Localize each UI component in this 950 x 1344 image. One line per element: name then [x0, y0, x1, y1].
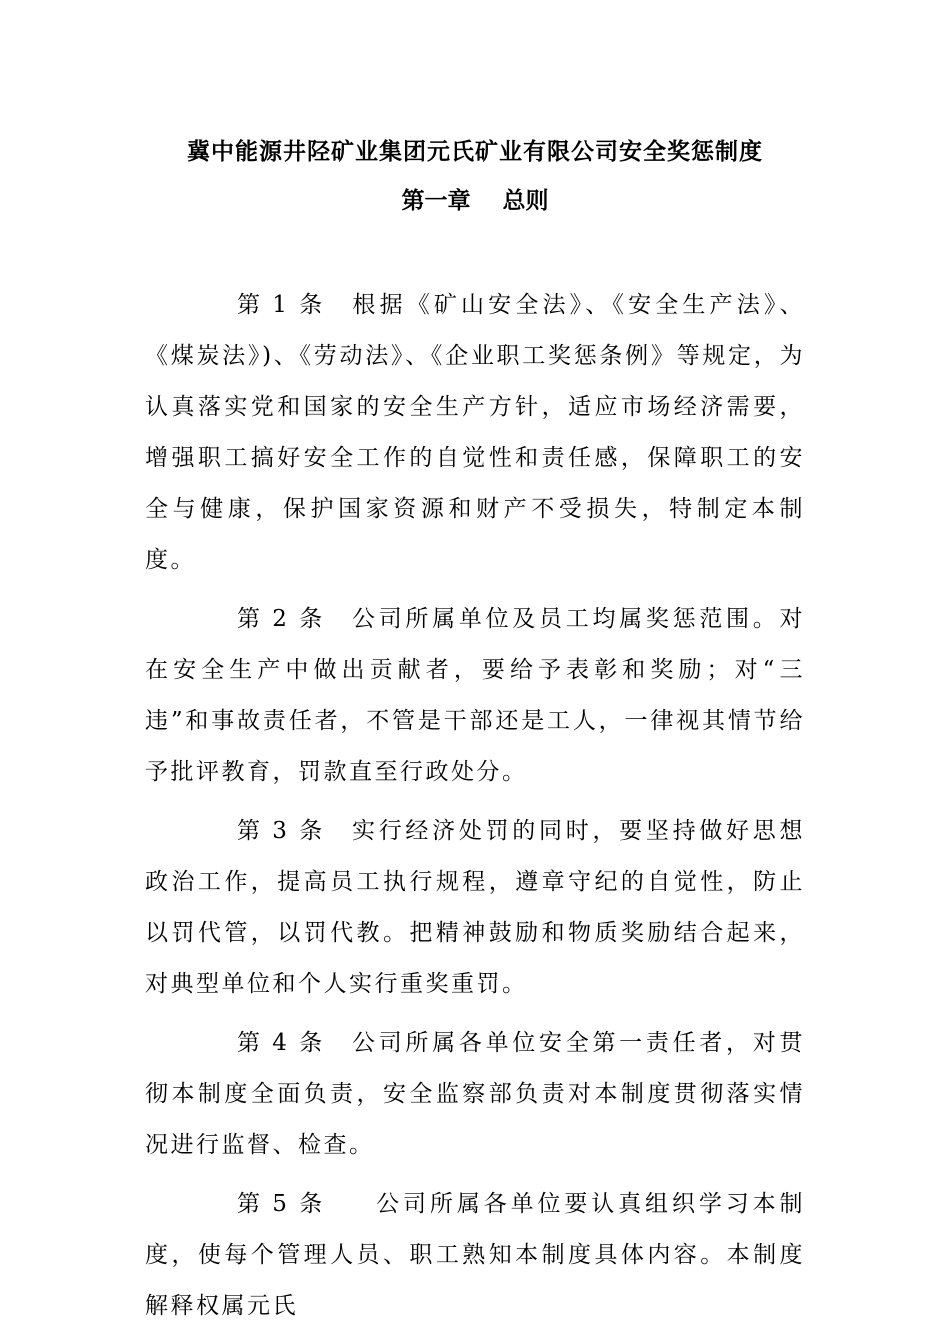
article-text: 公司所属各单位要认真组织学习本制度，使每个管理人员、职工熟知本制度具体内容。本制度解释权属元氏 [145, 1191, 805, 1319]
article-text: 公司所属单位及员工均属奖惩范围。对在安全生产中做出贡献者，要给予表彰和奖励；对“三违”和事故责任者，不管是干部还是工人，一律视其情节给予批评教育，罚款直至行政处分。 [145, 606, 805, 785]
article-4 [145, 1018, 805, 1171]
article-number: 第 5 条 [237, 1191, 325, 1217]
article-number: 第 2 条 [237, 606, 325, 632]
document-body [145, 280, 805, 1340]
article-5 [145, 1179, 805, 1332]
article-number: 第 3 条 [237, 818, 325, 844]
article-1 [145, 280, 805, 586]
article-text: 根据《矿山安全法》、《安全生产法》、《煤炭法》)、《劳动法》、《企业职工奖惩条例》等规定，为认真落实党和国家的安全生产方针，适应市场经济需要，增强职工搞好安全工作的自觉性和责任感，保障职工的安全与健康，保护国家资源和财产不受损失，特制定本制度。 [145, 292, 805, 573]
article-text: 公司所属各单位安全第一责任者，对贯彻本制度全面负责，安全监察部负责对本制度贯彻落实情况进行监督、检查。 [145, 1030, 805, 1158]
article-number: 第 4 条 [237, 1030, 325, 1056]
article-2 [145, 594, 805, 798]
document-title: 冀中能源井陉矿业集团元氏矿业有限公司安全奖惩制度 [187, 139, 763, 165]
article-text: 实行经济处罚的同时，要坚持做好思想政治工作，提高员工执行规程，遵章守纪的自觉性，防止以罚代管，以罚代教。把精神鼓励和物质奖励结合起来，对典型单位和个人实行重奖重罚。 [145, 818, 805, 997]
article-number: 第 1 条 [237, 292, 325, 318]
chapter-heading: 第一章 总则 [401, 188, 549, 214]
article-3 [145, 806, 805, 1010]
